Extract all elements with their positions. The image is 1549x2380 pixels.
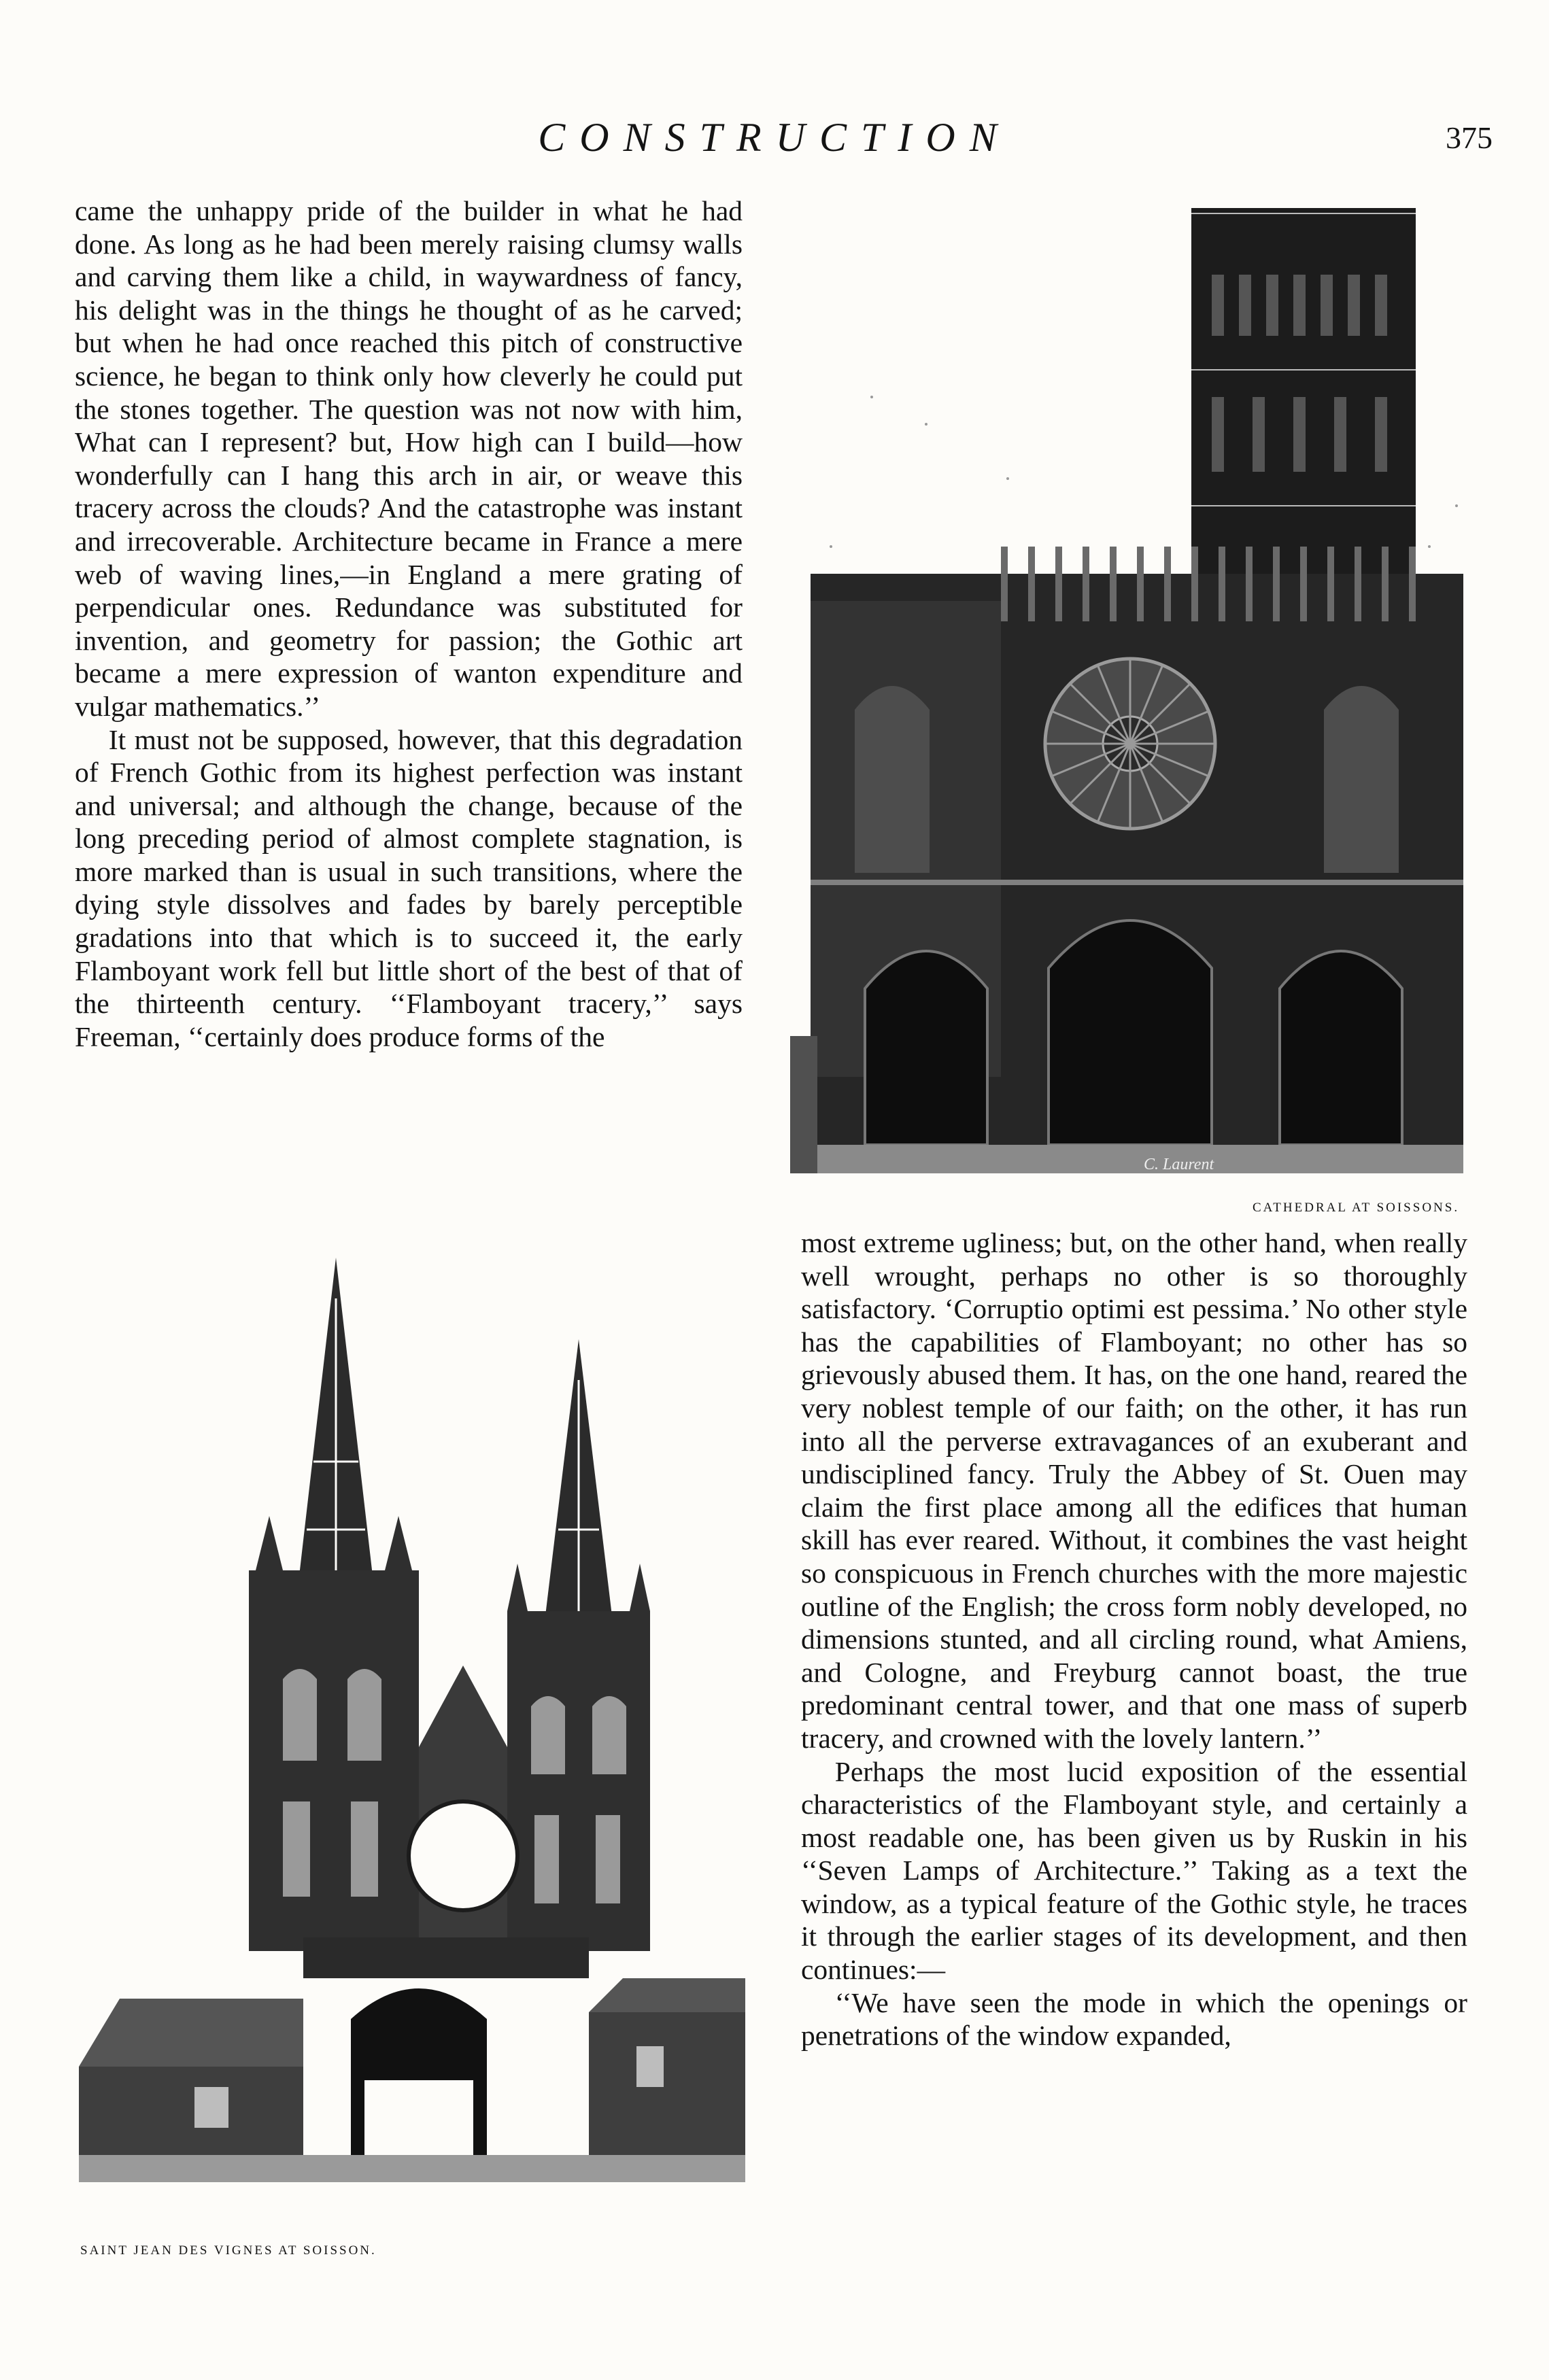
right-paragraph-2: Perhaps the most lucid exposition of the essential characteristics of the Flamboyant style, and certainly a most readable one, has been given us by Ruskin in his ‘‘Seven Lamps of Architecture.’’ Taking as a text the window, as a typical feature of the Gothic style, he traces it through the earlier stages of its development, and then continues:—: [801, 1755, 1467, 1986]
saint-jean-des-vignes-image: [79, 1258, 745, 2223]
page-number: 375: [1446, 120, 1493, 155]
right-paragraph-1: most extreme ugliness; but, on the other hand, when really well wrought, perhaps no other is so thoroughly satisfactory. ‘Corruptio optimi est pessima.’ No other style has the capabilities of Flamboyant; no other has so grievously abused them. It has, on the one hand, reared the very noblest temple of our faith; on the other, it has run into all the perverse extravagances of an exuberant and undisciplined fancy. Truly the Abbey of St. Ouen may claim the first place among all the edifices that human skill has ever reared. Without, it combines the vast height so conspicuous in French churches with the more majestic outline of the English; the cross form nobly developed, no dimensions stunted, and all circling round, what Amiens, and Cologne, and Freyburg cannot boast, the true predominant central tower, and that one mass of superb tracery, and crowned with the lovely lantern.’’: [801, 1227, 1467, 1754]
left-paragraph-1: came the unhappy pride of the builder in what he had done. As long as he had been merely raising clumsy walls and carving them like a child, in waywardness of fancy, his delight was in the things he thought of as he carved; but when he had once reached this pitch of constructive science, he began to think only how cleverly he could put the stones together. The question was not now with him, What can I represent? but, How high can I build—how wonderfully can I hang this arch in air, or weave this tracery across the clouds? And the catastrophe was instant and irrecoverable. Architecture became in France a mere web of waving lines,—in England a mere grating of perpendicular ones. Redundance was substituted for invention, and geometry for passion; the Gothic art became a mere expression of wanton expenditure and vulgar mathematics.’’: [75, 195, 743, 722]
cathedral-caption: CATHEDRAL AT SOISSONS.: [1253, 1201, 1460, 1215]
left-paragraph-2: It must not be supposed, however, that this degradation of French Gothic from its highest perfection was instant and universal; and although the change, because of the long preceding period of almost complete stagnation, is more marked than is usual in such transitions, where the dying style dissolves and fades by barely perceptible gradations into that which is to succeed it, the early Flamboyant work fell but little short of the best of that of the thirteenth century. ‘‘Flamboyant tracery,’’ says Freeman, ‘‘certainly does produce forms of the: [75, 723, 743, 1052]
right-column-text: [801, 1226, 1467, 2052]
left-column-text: [75, 194, 743, 1053]
cathedral-soissons-image: [790, 193, 1477, 1173]
running-header-title: CONSTRUCTION: [538, 115, 1011, 160]
engraver-signature: C. Laurent: [1144, 1156, 1214, 1173]
saint-jean-caption: SAINT JEAN DES VIGNES AT SOISSON.: [80, 2243, 377, 2258]
right-paragraph-3: ‘‘We have seen the mode in which the openings or penetrations of the window expanded,: [801, 1986, 1467, 2052]
